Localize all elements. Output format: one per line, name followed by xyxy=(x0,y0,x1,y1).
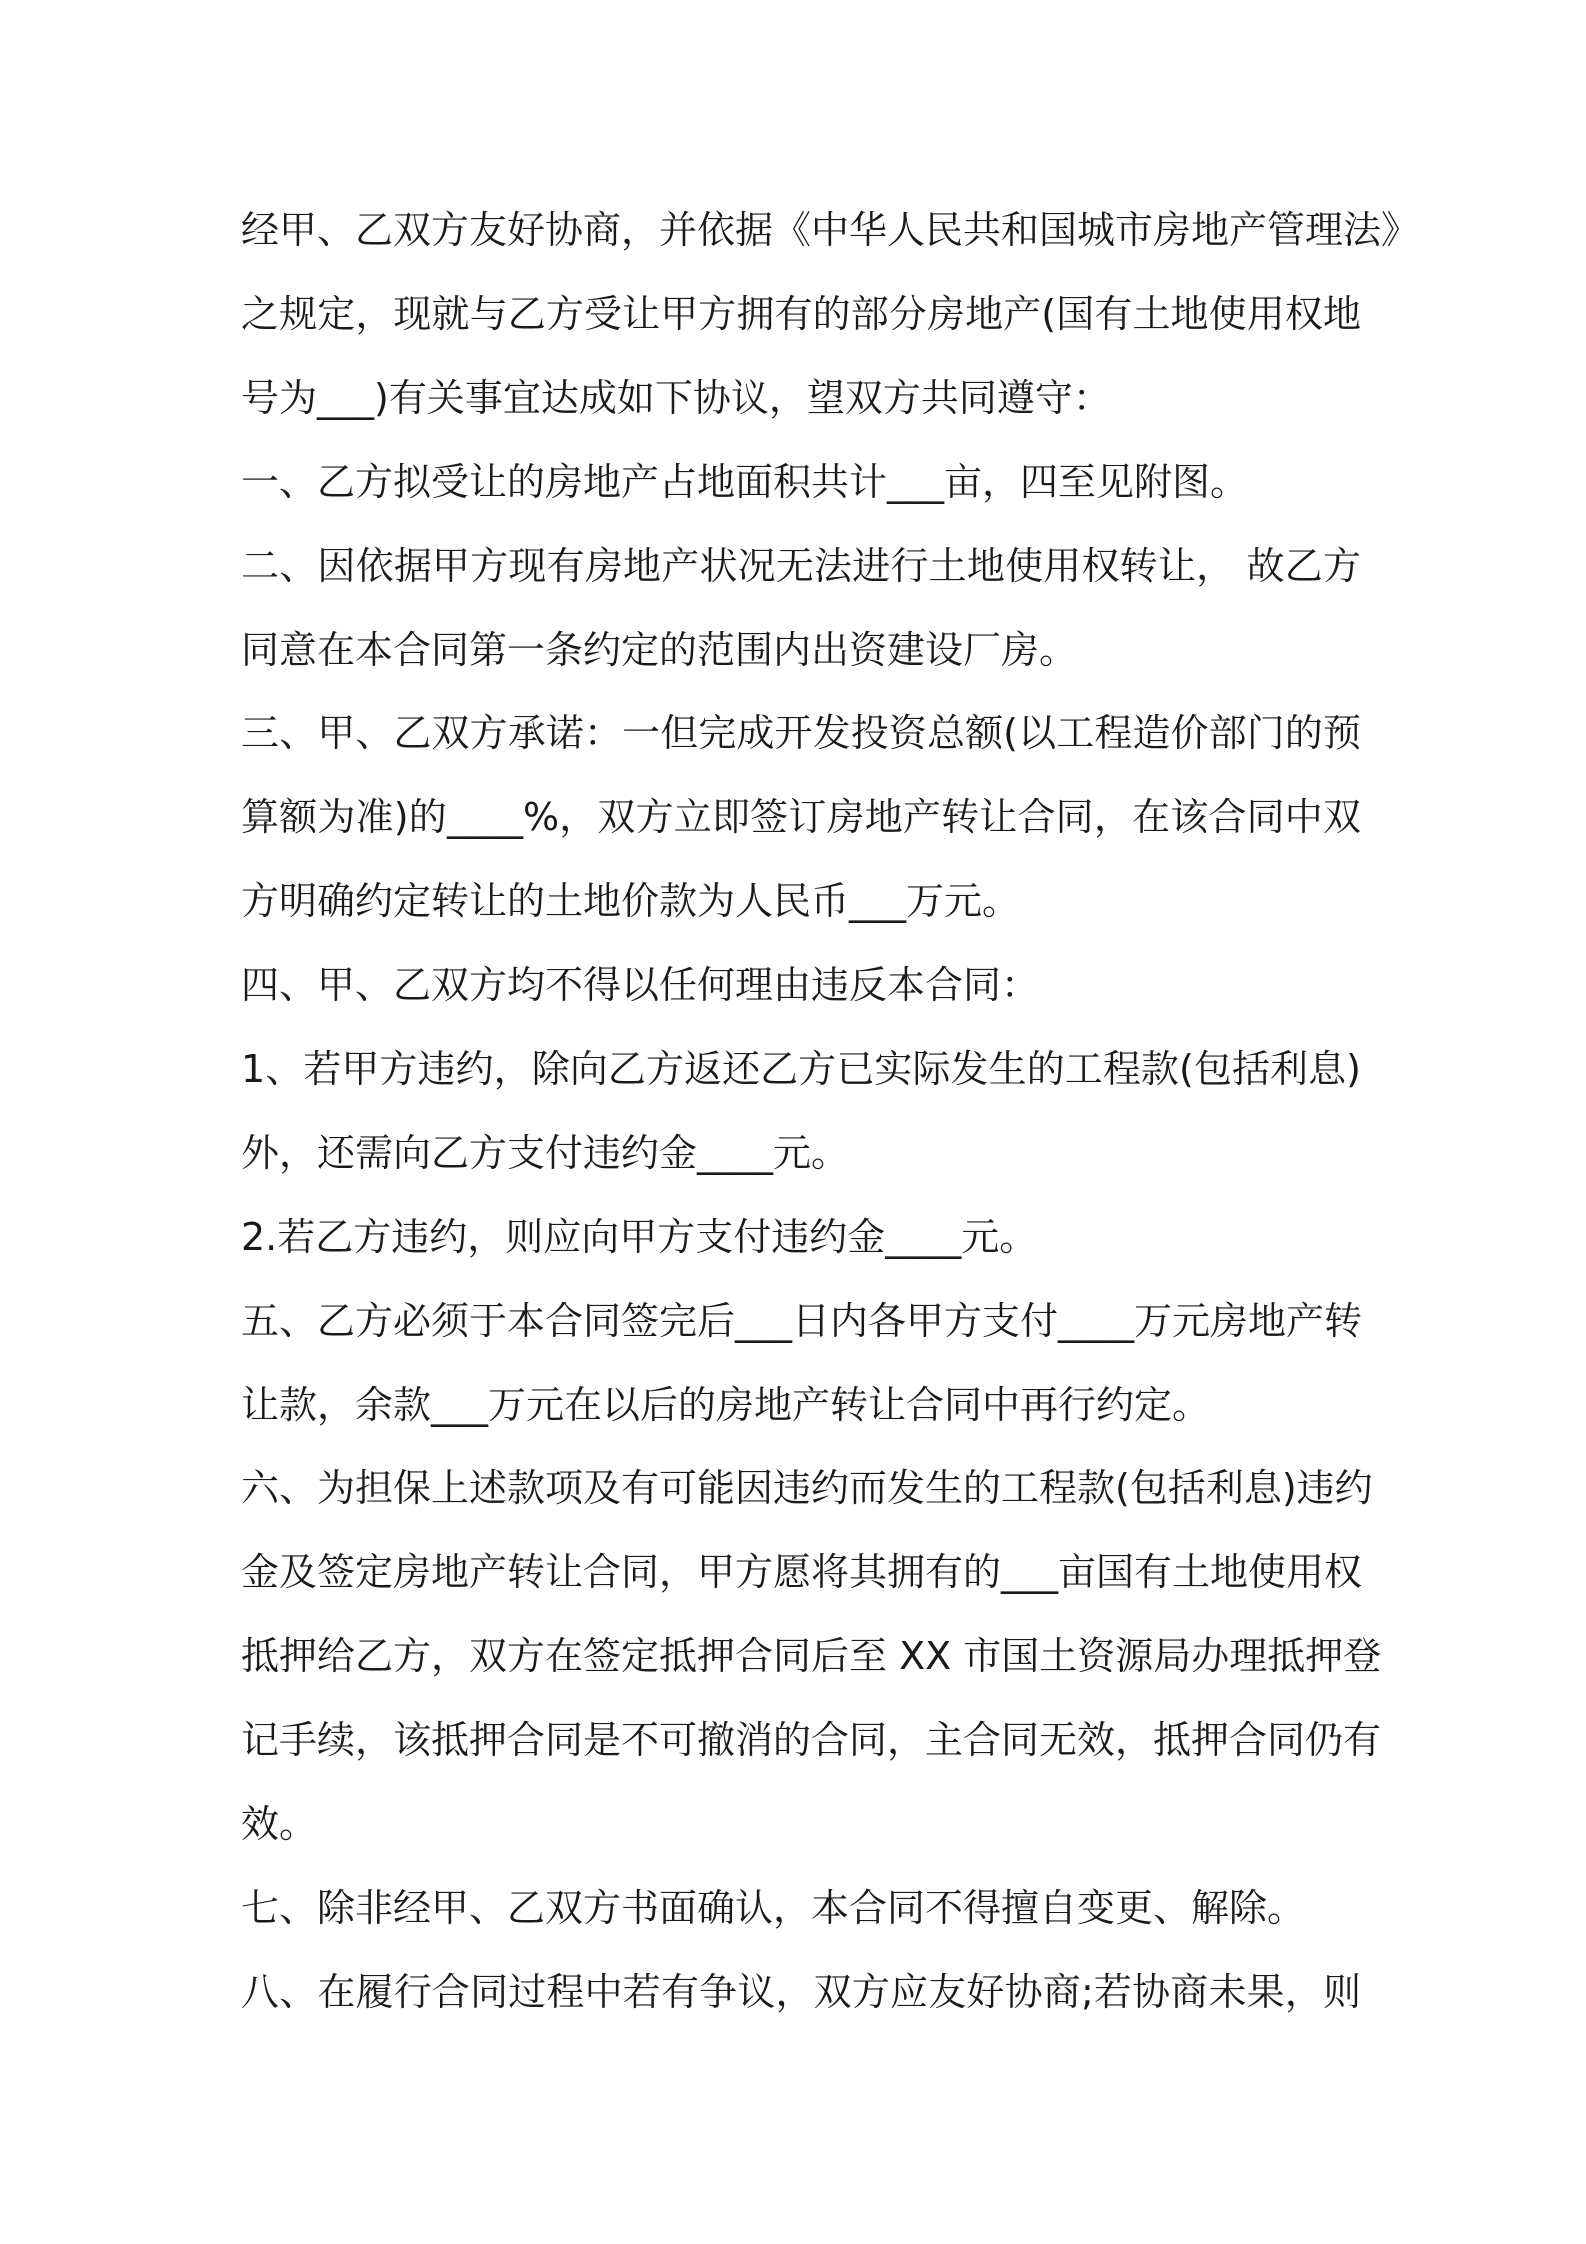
text-line-11: 1、若甲方违约，除向乙方返还乙方已实际发生的工程款(包括利息) xyxy=(241,1047,1361,1091)
text-line-1: 经甲、乙双方友好协商，并依据《中华人民共和国城市房地产管理法》 xyxy=(241,208,1420,252)
text-line-10: 四、甲、乙双方均不得以任何理由违反本合同： xyxy=(241,963,1040,1007)
text-line-21: 七、除非经甲、乙双方书面确认，本合同不得擅自变更、解除。 xyxy=(241,1886,1306,1930)
text-line-13: 2.若乙方违约，则应向甲方支付违约金____元。 xyxy=(241,1215,1038,1259)
text-line-2: 之规定，现就与乙方受让甲方拥有的部分房地产(国有土地使用权地 xyxy=(241,292,1361,336)
text-line-7: 三、甲、乙双方承诺：一但完成开发投资总额(以工程造价部门的预 xyxy=(241,711,1361,755)
text-line-19: 记手续，该抵押合同是不可撤消的合同，主合同无效，抵押合同仍有 xyxy=(241,1718,1382,1762)
text-line-9: 方明确约定转让的土地价款为人民币___万元。 xyxy=(241,879,1021,923)
text-line-3: 号为___)有关事宜达成如下协议，望双方共同遵守： xyxy=(241,376,1111,420)
text-line-20: 效。 xyxy=(241,1802,318,1846)
text-line-14: 五、乙方必须于本合同签完后___日内各甲方支付____万元房地产转 xyxy=(241,1299,1363,1343)
text-line-12: 外，还需向乙方支付违约金____元。 xyxy=(241,1131,850,1175)
text-line-22: 八、在履行合同过程中若有争议，双方应友好协商;若协商未果，则 xyxy=(241,1970,1361,2014)
text-line-18: 抵押给乙方，双方在签定抵押合同后至 XX 市国土资源局办理抵押登 xyxy=(241,1634,1382,1678)
text-line-8: 算额为准)的____%，双方立即签订房地产转让合同，在该合同中双 xyxy=(241,795,1361,839)
text-line-6: 同意在本合同第一条约定的范围内出资建设厂房。 xyxy=(241,628,1078,672)
text-line-15: 让款，余款___万元在以后的房地产转让合同中再行约定。 xyxy=(241,1383,1211,1427)
text-line-4: 一、乙方拟受让的房地产占地面积共计___亩，四至见附图。 xyxy=(241,460,1249,504)
text-line-17: 金及签定房地产转让合同，甲方愿将其拥有的___亩国有土地使用权 xyxy=(241,1550,1363,1594)
text-line-16: 六、为担保上述款项及有可能因违约而发生的工程款(包括利息)违约 xyxy=(241,1466,1373,1510)
text-line-5: 二、因依据甲方现有房地产状况无法进行土地使用权转让， 故乙方 xyxy=(241,544,1361,588)
